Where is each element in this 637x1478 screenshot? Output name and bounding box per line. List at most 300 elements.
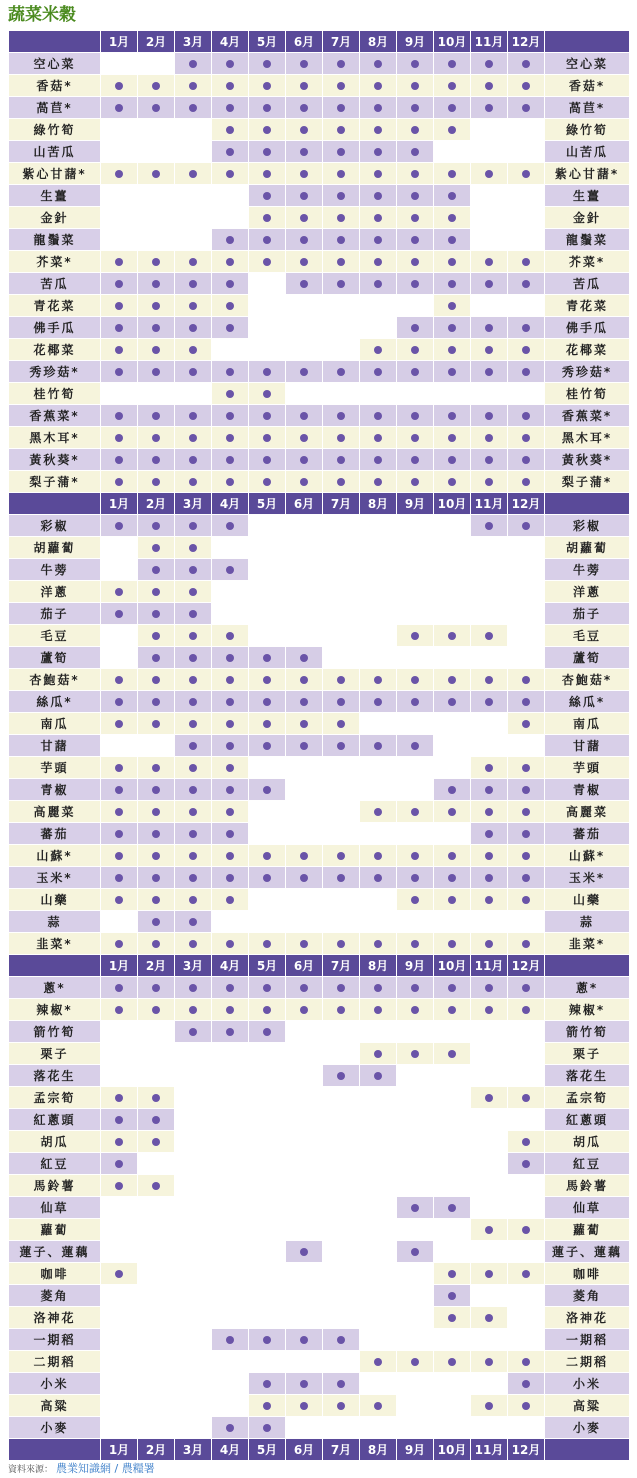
- month-cell: [360, 581, 397, 603]
- crop-name-left: 紅蔥頭: [9, 1109, 101, 1131]
- month-header-cell: 10月: [434, 1439, 471, 1461]
- month-cell: [101, 361, 138, 383]
- month-cell: [286, 1087, 323, 1109]
- crop-name-left: 山苦瓜: [9, 141, 101, 163]
- month-cell: [249, 647, 286, 669]
- in-season-dot-icon: [374, 126, 382, 134]
- month-cell: [323, 1417, 360, 1439]
- in-season-dot-icon: [485, 412, 493, 420]
- crop-name-left: 蔥*: [9, 977, 101, 999]
- month-cell: [138, 713, 175, 735]
- in-season-dot-icon: [189, 302, 197, 310]
- in-season-dot-icon: [189, 896, 197, 904]
- month-cell: [360, 1417, 397, 1439]
- crop-name-left: 山藥: [9, 889, 101, 911]
- in-season-dot-icon: [263, 742, 271, 750]
- month-cell: [138, 1395, 175, 1417]
- crop-name-right: 蔥*: [545, 977, 630, 999]
- in-season-dot-icon: [263, 214, 271, 222]
- month-cell: [323, 317, 360, 339]
- month-cell: [175, 75, 212, 97]
- month-cell: [434, 977, 471, 999]
- in-season-dot-icon: [189, 324, 197, 332]
- month-cell: [212, 1219, 249, 1241]
- month-cell: [175, 713, 212, 735]
- month-cell: [323, 361, 360, 383]
- in-season-dot-icon: [115, 588, 123, 596]
- in-season-dot-icon: [189, 566, 197, 574]
- crop-name-right: 花椰菜: [545, 339, 630, 361]
- month-cell: [508, 647, 545, 669]
- crop-name-right: 龍鬚菜: [545, 229, 630, 251]
- in-season-dot-icon: [300, 456, 308, 464]
- month-cell: [212, 1175, 249, 1197]
- month-header-cell: 6月: [286, 31, 323, 53]
- crop-name-left: 花椰菜: [9, 339, 101, 361]
- crop-row: [9, 97, 630, 119]
- crop-row: [9, 603, 630, 625]
- crop-row: [9, 581, 630, 603]
- in-season-dot-icon: [226, 82, 234, 90]
- month-cell: [360, 163, 397, 185]
- month-cell: [249, 1197, 286, 1219]
- in-season-dot-icon: [522, 896, 530, 904]
- crop-name-right: 甘藷: [545, 735, 630, 757]
- month-cell: [323, 471, 360, 493]
- month-cell: [434, 1329, 471, 1351]
- in-season-dot-icon: [226, 1006, 234, 1014]
- crop-row: [9, 1175, 630, 1197]
- in-season-dot-icon: [263, 236, 271, 244]
- month-cell: [508, 1263, 545, 1285]
- in-season-dot-icon: [522, 1270, 530, 1278]
- month-cell: [471, 1021, 508, 1043]
- month-cell: [175, 1109, 212, 1131]
- in-season-dot-icon: [300, 192, 308, 200]
- month-cell: [101, 823, 138, 845]
- in-season-dot-icon: [522, 676, 530, 684]
- month-cell: [249, 537, 286, 559]
- in-season-dot-icon: [226, 280, 234, 288]
- month-cell: [508, 625, 545, 647]
- in-season-dot-icon: [485, 874, 493, 882]
- month-cell: [434, 1043, 471, 1065]
- month-cell: [360, 537, 397, 559]
- month-cell: [360, 977, 397, 999]
- month-cell: [212, 977, 249, 999]
- month-cell: [397, 75, 434, 97]
- in-season-dot-icon: [115, 346, 123, 354]
- month-cell: [138, 361, 175, 383]
- in-season-dot-icon: [337, 104, 345, 112]
- in-season-dot-icon: [374, 104, 382, 112]
- month-header-cell: 11月: [471, 955, 508, 977]
- in-season-dot-icon: [152, 566, 160, 574]
- month-cell: [138, 97, 175, 119]
- crop-row: [9, 1263, 630, 1285]
- month-header-cell: 4月: [212, 955, 249, 977]
- month-cell: [286, 537, 323, 559]
- in-season-dot-icon: [300, 412, 308, 420]
- month-cell: [175, 581, 212, 603]
- month-cell: [212, 163, 249, 185]
- month-cell: [212, 317, 249, 339]
- month-cell: [508, 801, 545, 823]
- in-season-dot-icon: [411, 852, 419, 860]
- month-cell: [101, 1021, 138, 1043]
- in-season-dot-icon: [226, 1336, 234, 1344]
- month-cell: [101, 471, 138, 493]
- month-cell: [508, 163, 545, 185]
- in-season-dot-icon: [374, 368, 382, 376]
- crop-name-right: 香蕉菜*: [545, 405, 630, 427]
- month-cell: [101, 1219, 138, 1241]
- month-cell: [323, 1307, 360, 1329]
- month-cell: [138, 889, 175, 911]
- month-cell: [175, 163, 212, 185]
- in-season-dot-icon: [337, 434, 345, 442]
- crop-row: [9, 1197, 630, 1219]
- in-season-dot-icon: [374, 412, 382, 420]
- crop-name-left: 高麗菜: [9, 801, 101, 823]
- crop-name-right: 高粱: [545, 1395, 630, 1417]
- month-header-cell: 3月: [175, 31, 212, 53]
- in-season-dot-icon: [226, 522, 234, 530]
- month-cell: [138, 1263, 175, 1285]
- month-cell: [471, 185, 508, 207]
- month-cell: [360, 559, 397, 581]
- month-cell: [508, 339, 545, 361]
- source-link[interactable]: 農業知識網 / 農糧署: [56, 1462, 155, 1475]
- month-cell: [249, 559, 286, 581]
- month-cell: [286, 273, 323, 295]
- in-season-dot-icon: [411, 1050, 419, 1058]
- in-season-dot-icon: [485, 1006, 493, 1014]
- in-season-dot-icon: [448, 82, 456, 90]
- month-cell: [360, 1197, 397, 1219]
- in-season-dot-icon: [411, 1204, 419, 1212]
- in-season-dot-icon: [411, 280, 419, 288]
- month-cell: [212, 823, 249, 845]
- in-season-dot-icon: [189, 522, 197, 530]
- month-cell: [101, 1329, 138, 1351]
- month-header-cell: 12月: [508, 955, 545, 977]
- month-cell: [249, 735, 286, 757]
- month-cell: [138, 515, 175, 537]
- month-cell: [286, 603, 323, 625]
- crop-name-left: 菱角: [9, 1285, 101, 1307]
- month-cell: [360, 1241, 397, 1263]
- month-cell: [212, 647, 249, 669]
- in-season-dot-icon: [411, 126, 419, 134]
- month-cell: [360, 999, 397, 1021]
- month-cell: [175, 603, 212, 625]
- month-cell: [360, 779, 397, 801]
- in-season-dot-icon: [300, 1006, 308, 1014]
- in-season-dot-icon: [263, 82, 271, 90]
- in-season-dot-icon: [152, 632, 160, 640]
- month-cell: [101, 1065, 138, 1087]
- month-cell: [471, 1109, 508, 1131]
- month-cell: [397, 1285, 434, 1307]
- crop-row: [9, 779, 630, 801]
- in-season-dot-icon: [263, 720, 271, 728]
- month-cell: [212, 1285, 249, 1307]
- in-season-dot-icon: [337, 720, 345, 728]
- in-season-dot-icon: [189, 478, 197, 486]
- month-cell: [360, 229, 397, 251]
- month-cell: [471, 405, 508, 427]
- crop-row: [9, 933, 630, 955]
- month-cell: [434, 229, 471, 251]
- crop-name-right: 黃秋葵*: [545, 449, 630, 471]
- month-cell: [212, 1043, 249, 1065]
- in-season-dot-icon: [485, 1270, 493, 1278]
- month-cell: [138, 933, 175, 955]
- in-season-dot-icon: [411, 170, 419, 178]
- in-season-dot-icon: [485, 456, 493, 464]
- month-cell: [508, 229, 545, 251]
- in-season-dot-icon: [374, 742, 382, 750]
- in-season-dot-icon: [448, 940, 456, 948]
- crop-name-right: 生薑: [545, 185, 630, 207]
- month-cell: [286, 1219, 323, 1241]
- month-cell: [138, 251, 175, 273]
- in-season-dot-icon: [522, 786, 530, 794]
- in-season-dot-icon: [189, 918, 197, 926]
- month-cell: [138, 295, 175, 317]
- crop-row: [9, 295, 630, 317]
- month-cell: [397, 603, 434, 625]
- month-cell: [175, 559, 212, 581]
- month-cell: [471, 911, 508, 933]
- crop-name-right: 落花生: [545, 1065, 630, 1087]
- in-season-dot-icon: [263, 1006, 271, 1014]
- in-season-dot-icon: [300, 434, 308, 442]
- month-cell: [101, 1395, 138, 1417]
- crop-row: [9, 141, 630, 163]
- in-season-dot-icon: [337, 170, 345, 178]
- month-cell: [249, 251, 286, 273]
- month-header-cell: 12月: [508, 31, 545, 53]
- in-season-dot-icon: [448, 126, 456, 134]
- month-cell: [175, 1043, 212, 1065]
- in-season-dot-icon: [189, 434, 197, 442]
- harvest-calendar-table: [8, 30, 629, 1461]
- in-season-dot-icon: [374, 478, 382, 486]
- month-cell: [434, 1065, 471, 1087]
- month-cell: [508, 735, 545, 757]
- source-note: [8, 1460, 155, 1476]
- month-cell: [508, 845, 545, 867]
- month-cell: [471, 1351, 508, 1373]
- month-cell: [397, 427, 434, 449]
- in-season-dot-icon: [300, 874, 308, 882]
- month-cell: [471, 625, 508, 647]
- month-cell: [397, 1417, 434, 1439]
- month-cell: [286, 1351, 323, 1373]
- month-cell: [434, 1219, 471, 1241]
- crop-name-right: 芥菜*: [545, 251, 630, 273]
- month-cell: [286, 1175, 323, 1197]
- month-cell: [249, 1263, 286, 1285]
- month-cell: [101, 1351, 138, 1373]
- month-cell: [397, 251, 434, 273]
- in-season-dot-icon: [485, 104, 493, 112]
- in-season-dot-icon: [115, 104, 123, 112]
- month-header-cell: 2月: [138, 1439, 175, 1461]
- month-cell: [323, 1131, 360, 1153]
- month-cell: [323, 1153, 360, 1175]
- crop-name-left: 芥菜*: [9, 251, 101, 273]
- month-cell: [175, 53, 212, 75]
- in-season-dot-icon: [115, 478, 123, 486]
- in-season-dot-icon: [337, 258, 345, 266]
- in-season-dot-icon: [522, 1138, 530, 1146]
- in-season-dot-icon: [411, 940, 419, 948]
- in-season-dot-icon: [300, 676, 308, 684]
- in-season-dot-icon: [411, 984, 419, 992]
- in-season-dot-icon: [522, 1226, 530, 1234]
- month-header-cell: 9月: [397, 955, 434, 977]
- crop-name-left: 青椒: [9, 779, 101, 801]
- month-cell: [286, 845, 323, 867]
- in-season-dot-icon: [300, 104, 308, 112]
- month-cell: [249, 53, 286, 75]
- month-cell: [212, 185, 249, 207]
- in-season-dot-icon: [189, 368, 197, 376]
- month-header-cell: 3月: [175, 955, 212, 977]
- month-cell: [175, 867, 212, 889]
- in-season-dot-icon: [263, 1424, 271, 1432]
- month-cell: [360, 1307, 397, 1329]
- in-season-dot-icon: [374, 940, 382, 948]
- month-cell: [286, 1329, 323, 1351]
- month-cell: [397, 1065, 434, 1087]
- crop-name-left: 茄子: [9, 603, 101, 625]
- in-season-dot-icon: [485, 632, 493, 640]
- in-season-dot-icon: [189, 610, 197, 618]
- month-cell: [175, 427, 212, 449]
- month-cell: [249, 845, 286, 867]
- month-cell: [397, 515, 434, 537]
- crop-row: [9, 251, 630, 273]
- in-season-dot-icon: [448, 456, 456, 464]
- in-season-dot-icon: [374, 808, 382, 816]
- month-cell: [471, 559, 508, 581]
- month-cell: [397, 97, 434, 119]
- month-cell: [175, 757, 212, 779]
- header-blank-right: [545, 955, 630, 977]
- month-cell: [508, 1307, 545, 1329]
- in-season-dot-icon: [411, 742, 419, 750]
- month-cell: [360, 361, 397, 383]
- month-cell: [212, 1065, 249, 1087]
- month-cell: [138, 647, 175, 669]
- month-cell: [471, 1153, 508, 1175]
- in-season-dot-icon: [522, 522, 530, 530]
- month-cell: [175, 361, 212, 383]
- month-cell: [101, 515, 138, 537]
- calendar-grid: [8, 30, 630, 1461]
- month-cell: [212, 889, 249, 911]
- month-cell: [397, 823, 434, 845]
- month-cell: [212, 1307, 249, 1329]
- month-cell: [212, 1109, 249, 1131]
- month-cell: [323, 1351, 360, 1373]
- month-cell: [212, 1131, 249, 1153]
- in-season-dot-icon: [374, 192, 382, 200]
- in-season-dot-icon: [337, 874, 345, 882]
- in-season-dot-icon: [115, 1094, 123, 1102]
- month-cell: [212, 449, 249, 471]
- month-cell: [471, 1417, 508, 1439]
- month-cell: [434, 1351, 471, 1373]
- in-season-dot-icon: [485, 258, 493, 266]
- month-cell: [101, 53, 138, 75]
- in-season-dot-icon: [485, 940, 493, 948]
- month-cell: [101, 1043, 138, 1065]
- month-cell: [323, 823, 360, 845]
- in-season-dot-icon: [189, 808, 197, 816]
- month-cell: [286, 1021, 323, 1043]
- month-cell: [508, 1043, 545, 1065]
- in-season-dot-icon: [448, 258, 456, 266]
- in-season-dot-icon: [337, 148, 345, 156]
- month-cell: [212, 119, 249, 141]
- month-cell: [175, 889, 212, 911]
- in-season-dot-icon: [448, 632, 456, 640]
- in-season-dot-icon: [115, 170, 123, 178]
- crop-name-right: 馬鈴薯: [545, 1175, 630, 1197]
- in-season-dot-icon: [189, 632, 197, 640]
- crop-row: [9, 977, 630, 999]
- month-cell: [360, 625, 397, 647]
- crop-name-right: 韭菜*: [545, 933, 630, 955]
- month-cell: [360, 735, 397, 757]
- in-season-dot-icon: [300, 654, 308, 662]
- month-cell: [471, 691, 508, 713]
- month-header-cell: 5月: [249, 493, 286, 515]
- month-cell: [249, 999, 286, 1021]
- in-season-dot-icon: [226, 676, 234, 684]
- month-cell: [323, 1241, 360, 1263]
- in-season-dot-icon: [448, 1050, 456, 1058]
- month-cell: [508, 405, 545, 427]
- month-cell: [471, 1043, 508, 1065]
- in-season-dot-icon: [189, 676, 197, 684]
- month-cell: [323, 141, 360, 163]
- month-cell: [212, 559, 249, 581]
- in-season-dot-icon: [226, 60, 234, 68]
- in-season-dot-icon: [485, 1358, 493, 1366]
- month-cell: [249, 1373, 286, 1395]
- month-cell: [397, 339, 434, 361]
- month-cell: [471, 163, 508, 185]
- crop-row: [9, 1329, 630, 1351]
- month-cell: [360, 1153, 397, 1175]
- month-cell: [434, 933, 471, 955]
- crop-name-left: 蒜: [9, 911, 101, 933]
- in-season-dot-icon: [522, 808, 530, 816]
- in-season-dot-icon: [226, 456, 234, 464]
- month-cell: [101, 669, 138, 691]
- in-season-dot-icon: [226, 478, 234, 486]
- crop-name-right: 胡瓜: [545, 1131, 630, 1153]
- month-cell: [286, 867, 323, 889]
- in-season-dot-icon: [189, 874, 197, 882]
- month-cell: [434, 185, 471, 207]
